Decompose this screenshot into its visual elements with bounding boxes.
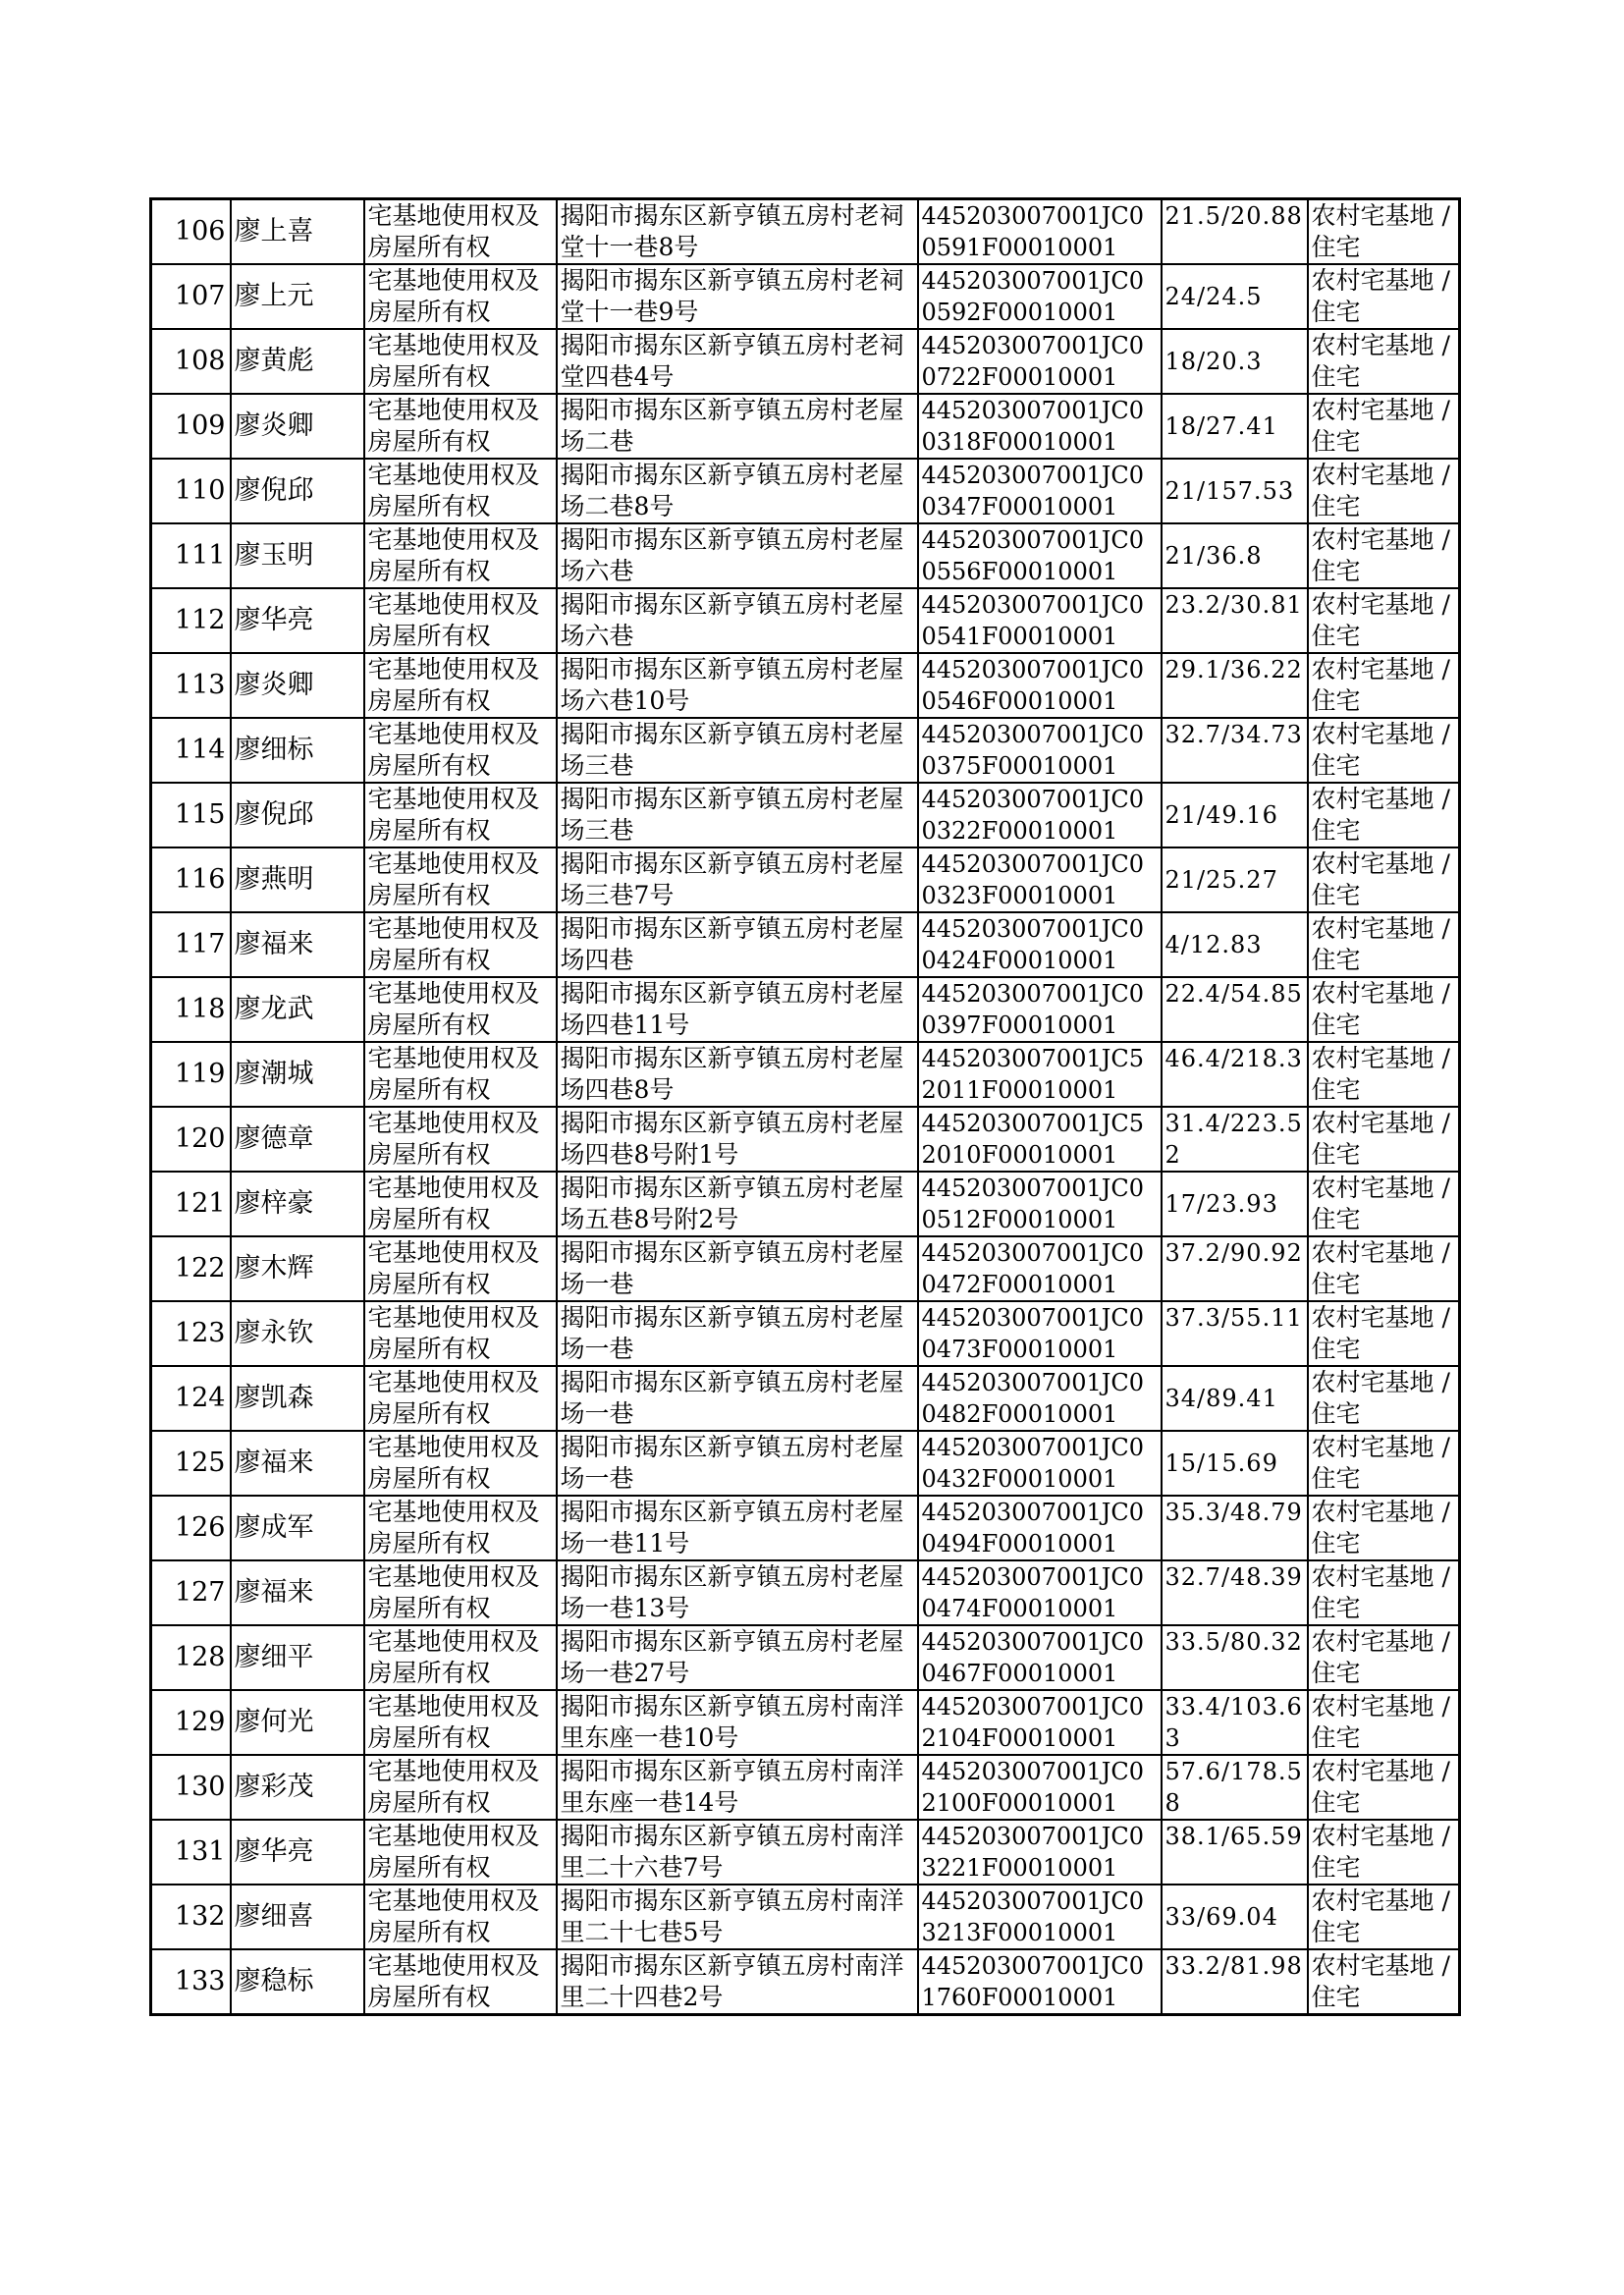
table-row [151,1107,1460,1172]
right-type: 宅基地使用权及房屋所有权 [364,1496,557,1560]
table-row [151,1172,1460,1236]
table-row [151,1885,1460,1949]
property-address: 揭阳市揭东区新亨镇五房村老屋场一巷 [557,1366,918,1431]
property-unit-code: 445203007001JC00323F00010001 [918,847,1162,912]
row-number: 121 [151,1172,231,1236]
row-number: 109 [151,394,231,459]
property-unit-code: 445203007001JC00473F00010001 [918,1301,1162,1366]
property-address: 揭阳市揭东区新亨镇五房村老屋场一巷 [557,1431,918,1496]
owner-name: 廖倪邱 [231,459,364,523]
property-address: 揭阳市揭东区新亨镇五房村老屋场三巷 [557,718,918,783]
table-row [151,1755,1460,1820]
land-use: 农村宅基地 / 住宅 [1308,912,1460,977]
owner-name: 廖华亮 [231,1820,364,1885]
right-type: 宅基地使用权及房屋所有权 [364,199,557,265]
right-type: 宅基地使用权及房屋所有权 [364,977,557,1042]
owner-name: 廖彩茂 [231,1755,364,1820]
property-unit-code: 445203007001JC03213F00010001 [918,1885,1162,1949]
area-value: 29.1/36.22 [1162,653,1308,718]
land-use: 农村宅基地 / 住宅 [1308,329,1460,394]
area-value: 4/12.83 [1162,912,1308,977]
row-number: 122 [151,1236,231,1301]
owner-name: 廖永钦 [231,1301,364,1366]
property-unit-code: 445203007001JC00322F00010001 [918,783,1162,847]
table-row [151,394,1460,459]
property-address: 揭阳市揭东区新亨镇五房村老屋场二巷8号 [557,459,918,523]
property-address: 揭阳市揭东区新亨镇五房村老屋场一巷11号 [557,1496,918,1560]
property-unit-code: 445203007001JC00556F00010001 [918,523,1162,588]
land-use: 农村宅基地 / 住宅 [1308,1560,1460,1625]
property-unit-code: 445203007001JC00722F00010001 [918,329,1162,394]
land-use: 农村宅基地 / 住宅 [1308,1172,1460,1236]
row-number: 107 [151,264,231,329]
property-address: 揭阳市揭东区新亨镇五房村老屋场五巷8号附2号 [557,1172,918,1236]
land-use: 农村宅基地 / 住宅 [1308,1690,1460,1755]
land-use: 农村宅基地 / 住宅 [1308,1236,1460,1301]
table-row [151,912,1460,977]
property-address: 揭阳市揭东区新亨镇五房村南洋里二十四巷2号 [557,1949,918,2015]
owner-name: 廖稳标 [231,1949,364,2015]
land-use: 农村宅基地 / 住宅 [1308,459,1460,523]
area-value: 18/27.41 [1162,394,1308,459]
land-use: 农村宅基地 / 住宅 [1308,1820,1460,1885]
right-type: 宅基地使用权及房屋所有权 [364,394,557,459]
right-type: 宅基地使用权及房屋所有权 [364,653,557,718]
area-value: 33.5/80.32 [1162,1625,1308,1690]
property-address: 揭阳市揭东区新亨镇五房村老屋场四巷 [557,912,918,977]
row-number: 114 [151,718,231,783]
owner-name: 廖龙武 [231,977,364,1042]
row-number: 117 [151,912,231,977]
table-row [151,199,1460,265]
area-value: 57.6/178.58 [1162,1755,1308,1820]
row-number: 111 [151,523,231,588]
row-number: 110 [151,459,231,523]
property-unit-code: 445203007001JC00472F00010001 [918,1236,1162,1301]
row-number: 108 [151,329,231,394]
row-number: 115 [151,783,231,847]
property-address: 揭阳市揭东区新亨镇五房村老屋场二巷 [557,394,918,459]
land-use: 农村宅基地 / 住宅 [1308,523,1460,588]
land-use: 农村宅基地 / 住宅 [1308,783,1460,847]
owner-name: 廖凯森 [231,1366,364,1431]
row-number: 132 [151,1885,231,1949]
table-row [151,1949,1460,2015]
area-value: 23.2/30.81 [1162,588,1308,653]
property-address: 揭阳市揭东区新亨镇五房村老祠堂十一巷8号 [557,199,918,265]
property-address: 揭阳市揭东区新亨镇五房村老屋场四巷11号 [557,977,918,1042]
right-type: 宅基地使用权及房屋所有权 [364,459,557,523]
row-number: 124 [151,1366,231,1431]
property-address: 揭阳市揭东区新亨镇五房村老屋场六巷 [557,523,918,588]
area-value: 21/25.27 [1162,847,1308,912]
right-type: 宅基地使用权及房屋所有权 [364,1431,557,1496]
property-unit-code: 445203007001JC00482F00010001 [918,1366,1162,1431]
table-row [151,1301,1460,1366]
table-row [151,588,1460,653]
table-row [151,264,1460,329]
property-address: 揭阳市揭东区新亨镇五房村老屋场六巷10号 [557,653,918,718]
property-unit-code: 445203007001JC00494F00010001 [918,1496,1162,1560]
area-value: 34/89.41 [1162,1366,1308,1431]
property-unit-code: 445203007001JC00546F00010001 [918,653,1162,718]
row-number: 130 [151,1755,231,1820]
right-type: 宅基地使用权及房屋所有权 [364,1107,557,1172]
area-value: 15/15.69 [1162,1431,1308,1496]
right-type: 宅基地使用权及房屋所有权 [364,1755,557,1820]
table-row [151,459,1460,523]
table-row [151,1431,1460,1496]
land-rights-register-table [149,197,1461,2016]
right-type: 宅基地使用权及房屋所有权 [364,1885,557,1949]
table-row [151,329,1460,394]
owner-name: 廖细喜 [231,1885,364,1949]
right-type: 宅基地使用权及房屋所有权 [364,1625,557,1690]
right-type: 宅基地使用权及房屋所有权 [364,588,557,653]
owner-name: 廖黄彪 [231,329,364,394]
land-use: 农村宅基地 / 住宅 [1308,1301,1460,1366]
land-use: 农村宅基地 / 住宅 [1308,847,1460,912]
row-number: 131 [151,1820,231,1885]
right-type: 宅基地使用权及房屋所有权 [364,1820,557,1885]
owner-name: 廖上元 [231,264,364,329]
row-number: 106 [151,199,231,265]
property-unit-code: 445203007001JC03221F00010001 [918,1820,1162,1885]
table-row [151,1560,1460,1625]
owner-name: 廖德章 [231,1107,364,1172]
table-row [151,1496,1460,1560]
property-address: 揭阳市揭东区新亨镇五房村南洋里东座一巷14号 [557,1755,918,1820]
property-unit-code: 445203007001JC02104F00010001 [918,1690,1162,1755]
owner-name: 廖成军 [231,1496,364,1560]
property-address: 揭阳市揭东区新亨镇五房村老屋场一巷27号 [557,1625,918,1690]
row-number: 129 [151,1690,231,1755]
table-row [151,1820,1460,1885]
row-number: 118 [151,977,231,1042]
row-number: 123 [151,1301,231,1366]
right-type: 宅基地使用权及房屋所有权 [364,523,557,588]
property-address: 揭阳市揭东区新亨镇五房村老屋场四巷8号附1号 [557,1107,918,1172]
row-number: 112 [151,588,231,653]
owner-name: 廖福来 [231,1560,364,1625]
area-value: 37.2/90.92 [1162,1236,1308,1301]
owner-name: 廖玉明 [231,523,364,588]
area-value: 33.4/103.63 [1162,1690,1308,1755]
property-unit-code: 445203007001JC00467F00010001 [918,1625,1162,1690]
row-number: 125 [151,1431,231,1496]
row-number: 128 [151,1625,231,1690]
property-unit-code: 445203007001JC00432F00010001 [918,1431,1162,1496]
area-value: 21/49.16 [1162,783,1308,847]
area-value: 32.7/34.73 [1162,718,1308,783]
table-row [151,1690,1460,1755]
right-type: 宅基地使用权及房屋所有权 [364,847,557,912]
owner-name: 廖上喜 [231,199,364,265]
property-unit-code: 445203007001JC52010F00010001 [918,1107,1162,1172]
area-value: 32.7/48.39 [1162,1560,1308,1625]
land-use: 农村宅基地 / 住宅 [1308,1431,1460,1496]
property-address: 揭阳市揭东区新亨镇五房村南洋里二十七巷5号 [557,1885,918,1949]
area-value: 31.4/223.52 [1162,1107,1308,1172]
land-use: 农村宅基地 / 住宅 [1308,588,1460,653]
property-unit-code: 445203007001JC02100F00010001 [918,1755,1162,1820]
area-value: 38.1/65.59 [1162,1820,1308,1885]
table-row [151,1236,1460,1301]
land-use: 农村宅基地 / 住宅 [1308,653,1460,718]
property-unit-code: 445203007001JC00424F00010001 [918,912,1162,977]
area-value: 46.4/218.3 [1162,1042,1308,1107]
row-number: 120 [151,1107,231,1172]
row-number: 127 [151,1560,231,1625]
table-row [151,847,1460,912]
table-row [151,523,1460,588]
owner-name: 廖福来 [231,912,364,977]
area-value: 33.2/81.98 [1162,1949,1308,2015]
right-type: 宅基地使用权及房屋所有权 [364,1172,557,1236]
owner-name: 廖炎卿 [231,394,364,459]
property-unit-code: 445203007001JC01760F00010001 [918,1949,1162,2015]
property-address: 揭阳市揭东区新亨镇五房村老屋场六巷 [557,588,918,653]
area-value: 22.4/54.85 [1162,977,1308,1042]
property-unit-code: 445203007001JC00474F00010001 [918,1560,1162,1625]
owner-name: 廖福来 [231,1431,364,1496]
property-unit-code: 445203007001JC00318F00010001 [918,394,1162,459]
table-row [151,1625,1460,1690]
right-type: 宅基地使用权及房屋所有权 [364,1042,557,1107]
property-unit-code: 445203007001JC00375F00010001 [918,718,1162,783]
table-row [151,1366,1460,1431]
property-unit-code: 445203007001JC00347F00010001 [918,459,1162,523]
owner-name: 廖华亮 [231,588,364,653]
property-address: 揭阳市揭东区新亨镇五房村老屋场四巷8号 [557,1042,918,1107]
owner-name: 廖潮城 [231,1042,364,1107]
table-row [151,977,1460,1042]
row-number: 116 [151,847,231,912]
owner-name: 廖梓豪 [231,1172,364,1236]
owner-name: 廖木辉 [231,1236,364,1301]
row-number: 126 [151,1496,231,1560]
right-type: 宅基地使用权及房屋所有权 [364,1949,557,2015]
property-unit-code: 445203007001JC00541F00010001 [918,588,1162,653]
table-row [151,783,1460,847]
area-value: 24/24.5 [1162,264,1308,329]
row-number: 113 [151,653,231,718]
owner-name: 廖燕明 [231,847,364,912]
register-body [151,199,1460,2015]
owner-name: 廖炎卿 [231,653,364,718]
right-type: 宅基地使用权及房屋所有权 [364,912,557,977]
property-address: 揭阳市揭东区新亨镇五房村老屋场一巷 [557,1236,918,1301]
table-row [151,718,1460,783]
land-use: 农村宅基地 / 住宅 [1308,1107,1460,1172]
land-use: 农村宅基地 / 住宅 [1308,1949,1460,2015]
owner-name: 廖细标 [231,718,364,783]
land-use: 农村宅基地 / 住宅 [1308,1366,1460,1431]
right-type: 宅基地使用权及房屋所有权 [364,329,557,394]
table-row [151,653,1460,718]
property-address: 揭阳市揭东区新亨镇五房村老祠堂四巷4号 [557,329,918,394]
right-type: 宅基地使用权及房屋所有权 [364,264,557,329]
land-use: 农村宅基地 / 住宅 [1308,718,1460,783]
property-unit-code: 445203007001JC00512F00010001 [918,1172,1162,1236]
area-value: 21/36.8 [1162,523,1308,588]
property-address: 揭阳市揭东区新亨镇五房村老屋场一巷 [557,1301,918,1366]
row-number: 133 [151,1949,231,2015]
owner-name: 廖细平 [231,1625,364,1690]
area-value: 18/20.3 [1162,329,1308,394]
owner-name: 廖倪邱 [231,783,364,847]
area-value: 35.3/48.79 [1162,1496,1308,1560]
property-address: 揭阳市揭东区新亨镇五房村老屋场三巷7号 [557,847,918,912]
area-value: 21.5/20.88 [1162,199,1308,265]
land-use: 农村宅基地 / 住宅 [1308,1042,1460,1107]
area-value: 37.3/55.11 [1162,1301,1308,1366]
row-number: 119 [151,1042,231,1107]
property-unit-code: 445203007001JC00592F00010001 [918,264,1162,329]
property-unit-code: 445203007001JC00591F00010001 [918,199,1162,265]
area-value: 17/23.93 [1162,1172,1308,1236]
table-row [151,1042,1460,1107]
right-type: 宅基地使用权及房屋所有权 [364,1301,557,1366]
land-use: 农村宅基地 / 住宅 [1308,1625,1460,1690]
land-use: 农村宅基地 / 住宅 [1308,977,1460,1042]
property-unit-code: 445203007001JC00397F00010001 [918,977,1162,1042]
right-type: 宅基地使用权及房屋所有权 [364,783,557,847]
property-unit-code: 445203007001JC52011F00010001 [918,1042,1162,1107]
property-address: 揭阳市揭东区新亨镇五房村南洋里东座一巷10号 [557,1690,918,1755]
land-use: 农村宅基地 / 住宅 [1308,1755,1460,1820]
land-use: 农村宅基地 / 住宅 [1308,1885,1460,1949]
right-type: 宅基地使用权及房屋所有权 [364,1236,557,1301]
property-address: 揭阳市揭东区新亨镇五房村南洋里二十六巷7号 [557,1820,918,1885]
land-use: 农村宅基地 / 住宅 [1308,394,1460,459]
owner-name: 廖何光 [231,1690,364,1755]
area-value: 21/157.53 [1162,459,1308,523]
property-address: 揭阳市揭东区新亨镇五房村老屋场一巷13号 [557,1560,918,1625]
right-type: 宅基地使用权及房屋所有权 [364,1366,557,1431]
property-address: 揭阳市揭东区新亨镇五房村老祠堂十一巷9号 [557,264,918,329]
right-type: 宅基地使用权及房屋所有权 [364,1690,557,1755]
property-address: 揭阳市揭东区新亨镇五房村老屋场三巷 [557,783,918,847]
right-type: 宅基地使用权及房屋所有权 [364,1560,557,1625]
right-type: 宅基地使用权及房屋所有权 [364,718,557,783]
land-use: 农村宅基地 / 住宅 [1308,199,1460,265]
land-use: 农村宅基地 / 住宅 [1308,1496,1460,1560]
area-value: 33/69.04 [1162,1885,1308,1949]
land-use: 农村宅基地 / 住宅 [1308,264,1460,329]
